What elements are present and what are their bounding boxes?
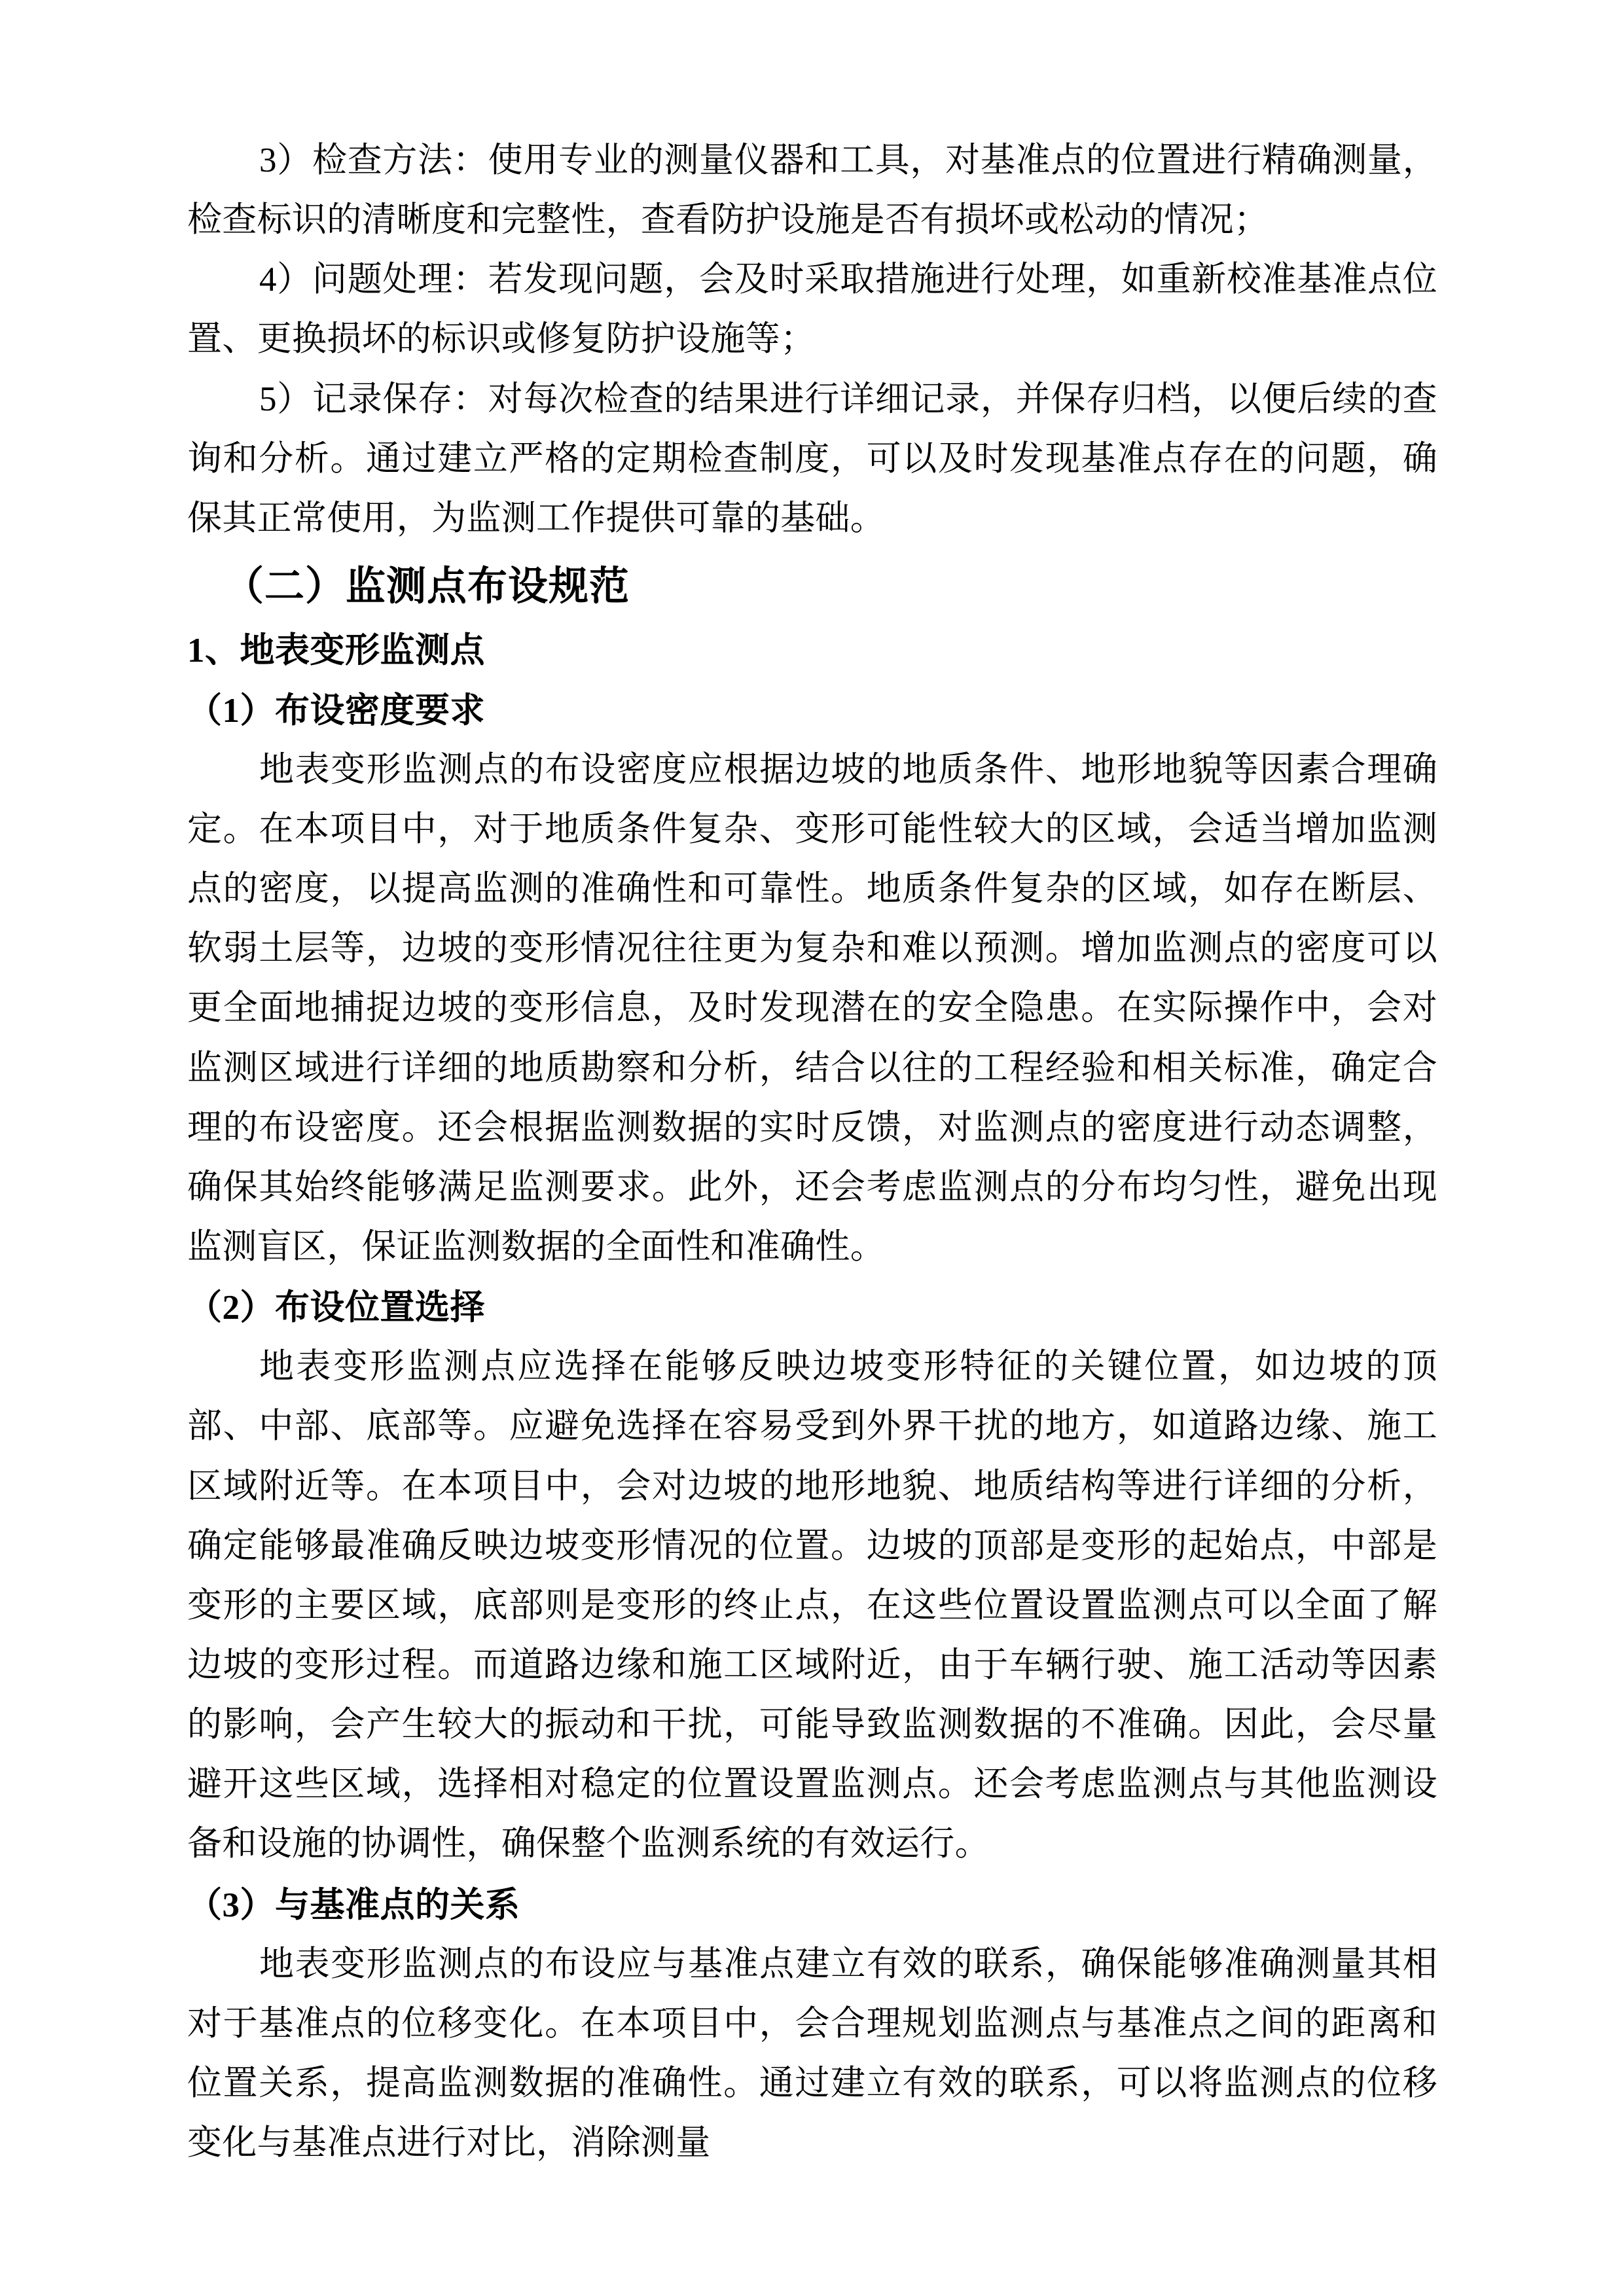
heading-section-two: （二）监测点布设规范 xyxy=(224,565,630,609)
heading-sub-1-density-requirements: （1）布设密度要求 xyxy=(187,691,485,730)
list-item-4-problem-handling: 4）问题处理：若发现问题，会及时采取措施进行处理，如重新校准基准点位置、更换损坏的标识或修复防护设施等； xyxy=(187,260,1437,359)
heading-sub-2-location-selection: （2）布设位置选择 xyxy=(187,1289,485,1327)
heading-item-1-surface-deformation-points: 1、地表变形监测点 xyxy=(187,631,485,670)
list-item-3-inspection-method: 3）检查方法：使用专业的测量仪器和工具，对基准点的位置进行精确测量，检查标识的清晰度和完整性，查看防护设施是否有损坏或松动的情况； xyxy=(187,141,1437,240)
paragraph-relation-to-benchmark: 地表变形监测点的布设应与基准点建立有效的联系，确保能够准确测量其相对于基准点的位移变化。在本项目中，会合理规划监测点与基准点之间的距离和位置关系，提高监测数据的准确性。通过建立有效的联系，可以将监测点的位移变化与基准点进行对比，消除测量 xyxy=(187,1945,1437,2162)
paragraph-density-requirements: 地表变形监测点的布设密度应根据边坡的地质条件、地形地貌等因素合理确定。在本项目中，对于地质条件复杂、变形可能性较大的区域，会适当增加监测点的密度，以提高监测的准确性和可靠性。地质条件复杂的区域，如存在断层、软弱土层等，边坡的变形情况往往更为复杂和难以预测。增加监测点的密度可以更全面地捕捉边坡的变形信息，及时发现潜在的安全隐患。在实际操作中，会对监测区域进行详细的地质勘察和分析，结合以往的工程经验和相关标准，确定合理的布设密度。还会根据监测数据的实时反馈，对监测点的密度进行动态调整，确保其始终能够满足监测要求。此外，还会考虑监测点的分布均匀性，避免出现监测盲区，保证监测数据的全面性和准确性。 xyxy=(187,750,1437,1266)
paragraph-location-selection: 地表变形监测点应选择在能够反映边坡变形特征的关键位置，如边坡的顶部、中部、底部等。应避免选择在容易受到外界干扰的地方，如道路边缘、施工区域附近等。在本项目中，会对边坡的地形地貌、地质结构等进行详细的分析，确定能够最准确反映边坡变形情况的位置。边坡的顶部是变形的起始点，中部是变形的主要区域，底部则是变形的终止点，在这些位置设置监测点可以全面了解边坡的变形过程。而道路边缘和施工区域附近，由于车辆行驶、施工活动等因素的影响，会产生较大的振动和干扰，可能导致监测数据的不准确。因此，会尽量避开这些区域，选择相对稳定的位置设置监测点。还会考虑监测点与其他监测设备和设施的协调性，确保整个监测系统的有效运行。 xyxy=(187,1348,1437,1863)
document-body xyxy=(187,131,1437,2173)
list-item-5-record-keeping: 5）记录保存：对每次检查的结果进行详细记录，并保存归档，以便后续的查询和分析。通过建立严格的定期检查制度，可以及时发现基准点存在的问题，确保其正常使用，为监测工作提供可靠的基础。 xyxy=(187,380,1437,537)
heading-sub-3-relation-to-benchmark: （3）与基准点的关系 xyxy=(187,1886,520,1924)
